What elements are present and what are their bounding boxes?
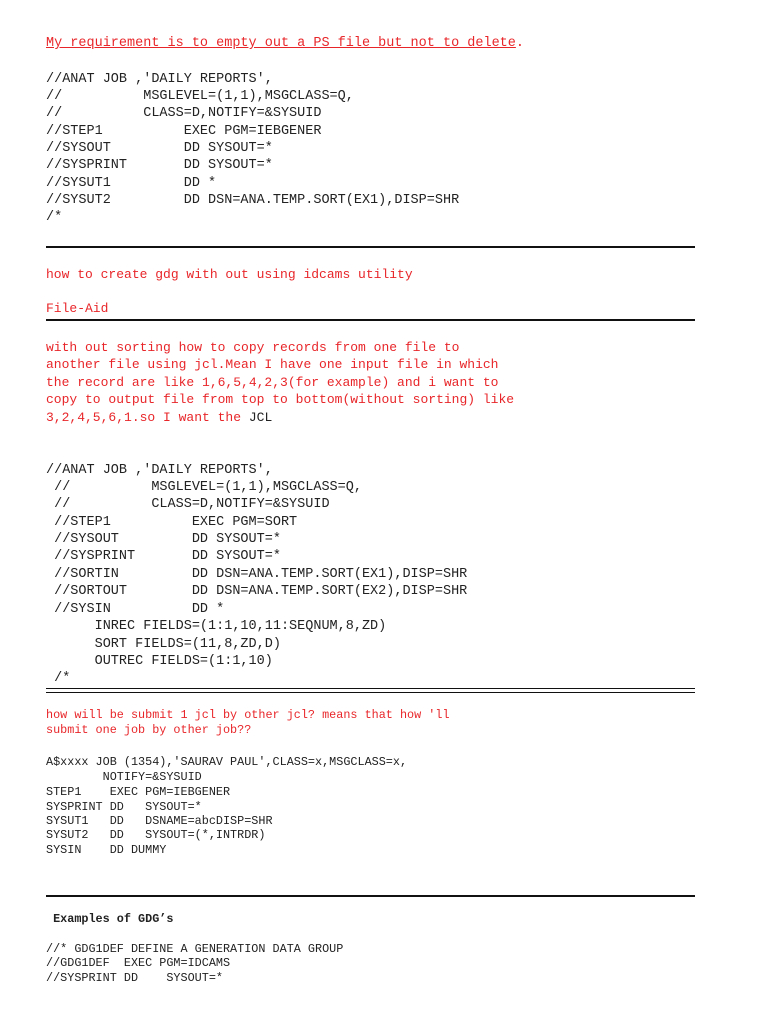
code-line: //ANAT JOB ,'DAILY REPORTS', <box>46 463 273 478</box>
question-line: submit one job by other job?? <box>46 723 252 737</box>
code-line: // CLASS=D,NOTIFY=&SYSUID <box>46 497 330 512</box>
code-line: // CLASS=D,NOTIFY=&SYSUID <box>46 106 322 121</box>
question-last-line <box>46 409 272 426</box>
code-line: //ANAT JOB ,'DAILY REPORTS', <box>46 72 273 87</box>
code-line: // MSGLEVEL=(1,1),MSGCLASS=Q, <box>46 480 362 495</box>
code-line: /* <box>46 671 71 686</box>
code-line: //SYSIN DD * <box>46 602 225 617</box>
section1-heading <box>46 35 524 52</box>
code-line: INREC FIELDS=(1:1,10,11:SEQNUM,8,ZD) <box>46 619 387 634</box>
code-line: SORT FIELDS=(11,8,ZD,D) <box>46 637 281 652</box>
code-line: OUTREC FIELDS=(1:1,10) <box>46 654 273 669</box>
code-line: //SYSOUT DD SYSOUT=* <box>46 141 273 156</box>
divider <box>46 319 695 321</box>
question-line: the record are like 1,6,5,4,2,3(for example) and i want to <box>46 375 499 390</box>
code-line: /* <box>46 210 63 225</box>
code-line: //SYSUT1 DD * <box>46 176 217 191</box>
question-line: 3,2,4,5,6,1.so I want the <box>46 410 249 425</box>
code-line: STEP1 EXEC PGM=IEBGENER <box>46 785 231 799</box>
code-line: //SYSOUT DD SYSOUT=* <box>46 532 281 547</box>
code-line: //GDG1DEF EXEC PGM=IDCAMS <box>46 956 231 970</box>
section5-heading: Examples of GDG’s <box>46 912 174 926</box>
answer-text: File-Aid <box>46 301 109 316</box>
code-line: SYSIN DD DUMMY <box>46 843 167 857</box>
code-line: NOTIFY=&SYSUID <box>46 770 202 784</box>
question-text: how to create gdg with out using idcams utility <box>46 267 413 282</box>
code-line: //STEP1 EXEC PGM=IEBGENER <box>46 124 322 139</box>
code-line: //SORTOUT DD DSN=ANA.TEMP.SORT(EX2),DISP=SHR <box>46 584 468 599</box>
code-line: //SYSUT2 DD DSN=ANA.TEMP.SORT(EX1),DISP=SHR <box>46 193 460 208</box>
code-line: //SORTIN DD DSN=ANA.TEMP.SORT(EX1),DISP=SHR <box>46 567 468 582</box>
code-line: //STEP1 EXEC PGM=SORT <box>46 515 298 530</box>
question-line: copy to output file from top to bottom(without sorting) like <box>46 392 515 407</box>
heading-text: My requirement is to empty out a PS file but not to delete <box>46 36 516 51</box>
divider <box>46 246 695 248</box>
code-line: SYSUT2 DD SYSOUT=(*,INTRDR) <box>46 828 266 842</box>
question-line: how will be submit 1 jcl by other jcl? means that how 'll <box>46 708 450 722</box>
code-line: A$xxxx JOB (1354),'SAURAV PAUL',CLASS=x,MSGCLASS=x, <box>46 755 408 769</box>
code-line: //* GDG1DEF DEFINE A GENERATION DATA GROUP <box>46 942 344 956</box>
code-line: //SYSPRINT DD SYSOUT=* <box>46 549 281 564</box>
code-line: //SYSPRINT DD SYSOUT=* <box>46 971 223 985</box>
code-line: SYSUT1 DD DSNAME=abcDISP=SHR <box>46 814 273 828</box>
code-line: // MSGLEVEL=(1,1),MSGCLASS=Q, <box>46 89 354 104</box>
heading-tail: . <box>515 36 524 51</box>
question-line: another file using jcl.Mean I have one input file in which <box>46 357 499 372</box>
question-line: with out sorting how to copy records from one file to <box>46 340 460 355</box>
code-line: //SYSPRINT DD SYSOUT=* <box>46 158 273 173</box>
question-tail: JCL <box>248 410 273 425</box>
divider <box>46 895 695 897</box>
double-divider <box>46 688 695 693</box>
code-line: SYSPRINT DD SYSOUT=* <box>46 800 202 814</box>
